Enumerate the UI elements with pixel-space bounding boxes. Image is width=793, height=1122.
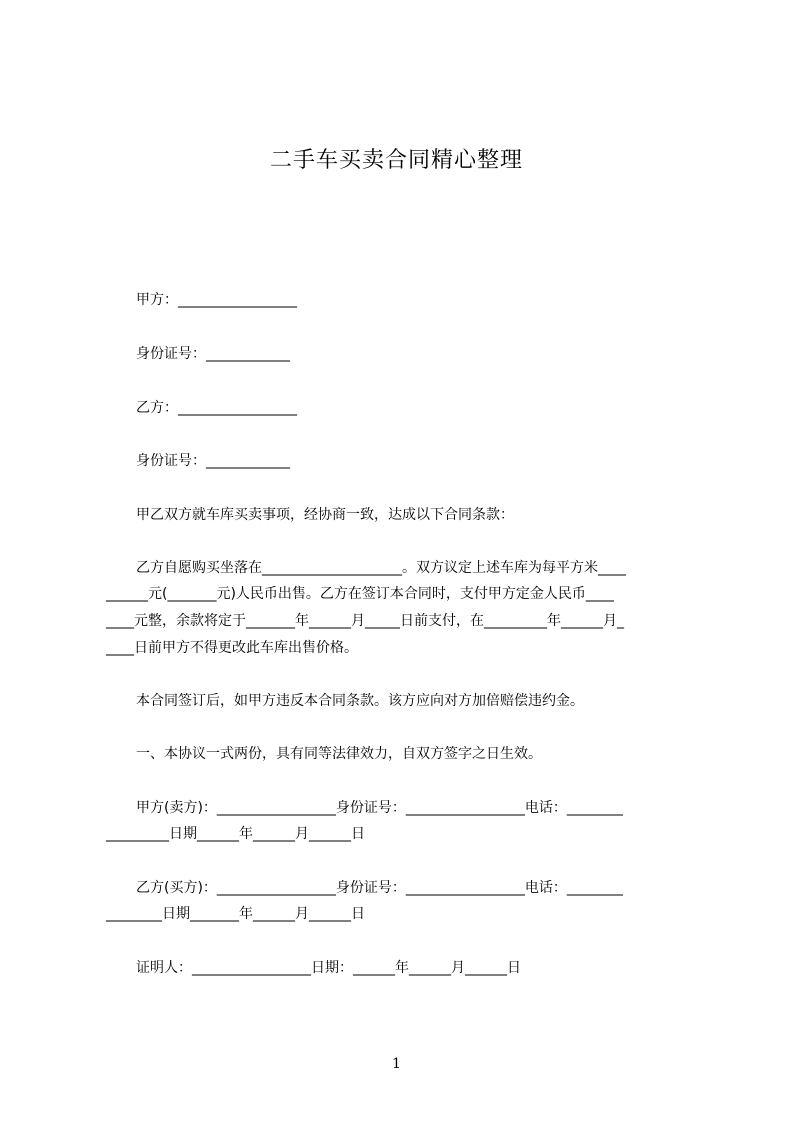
buyer-signature-line: 乙方(买方)：_________________身份证号：_________________电话：________: [136, 880, 623, 896]
document-title: 二手车买卖合同精心整理: [269, 148, 523, 173]
page-number: 1: [392, 1056, 401, 1072]
clause3-paragraph: 一、本协议一式两份，具有同等法律效力，自双方签字之日生效。: [136, 746, 542, 762]
party-a-field: 甲方：_________________: [136, 292, 297, 308]
party-a-id-field: 身份证号：____________: [136, 346, 290, 362]
clause1-line: ______元(_______元)人民币出售。乙方在签订本合同时，支付甲方定金人民币____: [106, 586, 614, 602]
clause1-line: 乙方自愿购买坐落在____________________。双方议定上述车库为每平方米____: [136, 560, 626, 576]
party-b-id-field: 身份证号：____________: [136, 453, 290, 469]
seller-date-line: _________日期______年______月______日: [106, 826, 365, 842]
clause1-line: ____元整，余款将定于_______年______月_____日前支付，在_________年______月_: [106, 613, 624, 629]
clause2-paragraph: 本合同签订后，如甲方违反本合同条款。该方应向对方加倍赔偿违约金。: [136, 693, 584, 709]
seller-signature-line: 甲方(卖方)：_________________身份证号：_________________电话：________: [136, 800, 623, 816]
buyer-date-line: ________日期_______年______月______日: [106, 906, 365, 922]
witness-line: 证明人：_________________日期：______年______月______日: [136, 960, 521, 976]
intro-paragraph: 甲乙双方就车库买卖事项，经协商一致，达成以下合同条款：: [136, 507, 514, 523]
party-b-field: 乙方：_________________: [136, 400, 297, 416]
clause1-line: ____日前甲方不得更改此车库出售价格。: [106, 640, 358, 656]
